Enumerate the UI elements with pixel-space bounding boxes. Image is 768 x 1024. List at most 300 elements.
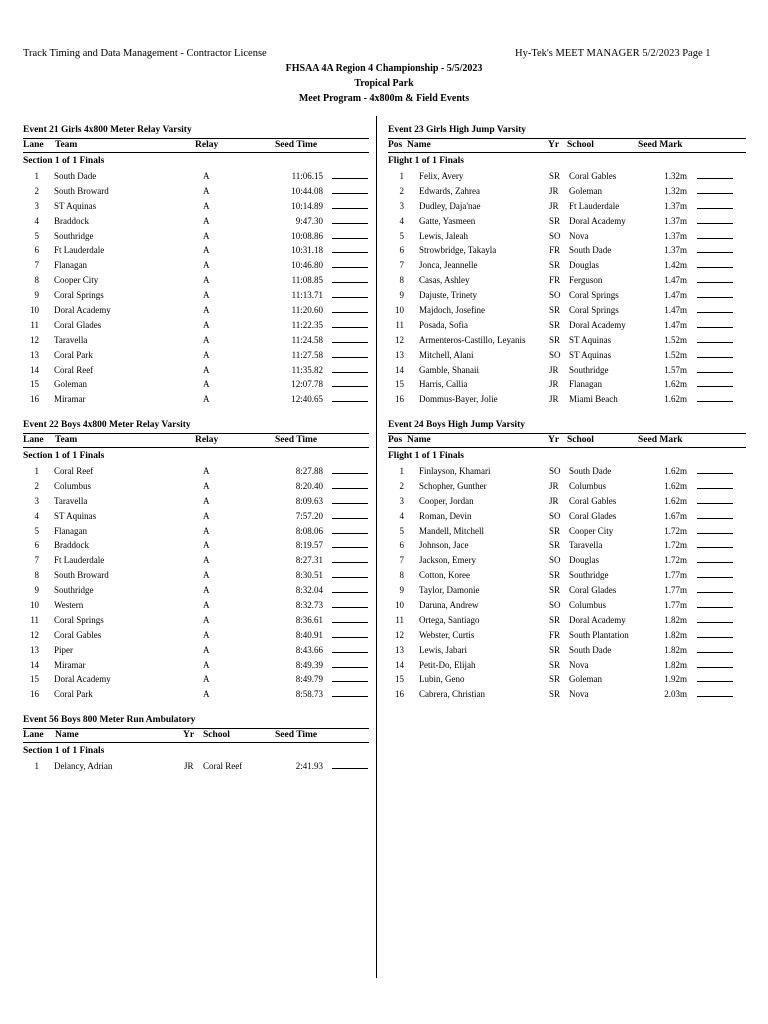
- entry-cell: 13: [395, 349, 404, 360]
- entry-cell: A: [203, 644, 210, 655]
- entry-cell: A: [203, 495, 210, 506]
- entry-cell: 1.37m: [664, 200, 687, 211]
- result-blank-line: [697, 524, 733, 534]
- entry-cell: 14: [30, 364, 39, 375]
- entry-cell: Dommus-Bayer, Jolie: [419, 394, 498, 405]
- entry-cell: 15: [395, 674, 404, 685]
- entry-cell: Nova: [569, 659, 589, 670]
- entry-row: [23, 658, 369, 673]
- entry-row: [388, 258, 746, 273]
- entry-cell: South Plantation: [569, 629, 629, 640]
- entry-cell: South Dade: [569, 466, 612, 476]
- entry-cell: 13: [395, 644, 404, 655]
- license-header: Track Timing and Data Management - Contractor License: [23, 48, 267, 59]
- entry-cell: Ft Lauderdale: [54, 555, 105, 566]
- entry-row: [23, 479, 369, 494]
- result-blank-line: [332, 333, 368, 343]
- result-blank-line: [697, 538, 733, 548]
- entry-cell: 12:40.65: [291, 394, 323, 405]
- result-blank-line: [697, 229, 733, 239]
- entry-row: [388, 288, 746, 303]
- entry-cell: Dajuste, Trinety: [419, 290, 478, 301]
- entry-cell: 1.77m: [664, 570, 687, 581]
- entry-cell: JR: [549, 480, 559, 491]
- entry-cell: ST Aquinas: [569, 349, 612, 360]
- entry-cell: 1.62m: [664, 379, 687, 390]
- entry-cell: SR: [549, 260, 561, 271]
- entry-cell: A: [203, 290, 210, 301]
- entry-cell: A: [203, 260, 210, 271]
- entry-cell: 1: [399, 466, 404, 476]
- column-header: Pos: [388, 140, 403, 150]
- result-blank-line: [697, 464, 733, 474]
- entry-row: [23, 494, 369, 509]
- entry-row: [388, 583, 746, 598]
- entry-cell: 1.62m: [664, 466, 687, 476]
- entry-cell: Douglas: [569, 555, 599, 566]
- entry-cell: 8:49.79: [295, 674, 323, 685]
- entry-cell: 1: [34, 171, 39, 181]
- entry-row: [388, 553, 746, 568]
- entry-cell: Edwards, Zahrea: [419, 185, 480, 196]
- entry-cell: Braddock: [54, 215, 89, 226]
- entry-cell: Majdoch, Josefine: [419, 305, 485, 316]
- column-header: Relay: [195, 140, 219, 150]
- entry-cell: 8: [399, 570, 404, 581]
- entry-cell: SR: [549, 644, 561, 655]
- entry-cell: Coral Springs: [569, 290, 619, 301]
- result-blank-line: [332, 687, 368, 697]
- entry-cell: 13: [30, 644, 39, 655]
- result-blank-line: [697, 568, 733, 578]
- result-blank-line: [697, 273, 733, 283]
- entry-cell: 3: [399, 200, 404, 211]
- result-blank-line: [697, 628, 733, 638]
- entry-cell: A: [203, 364, 210, 375]
- entry-cell: Lewis, Jabari: [419, 644, 467, 655]
- entry-cell: 6: [34, 245, 39, 256]
- entry-row: [388, 303, 746, 318]
- entry-row: [388, 464, 746, 479]
- entry-row: [388, 643, 746, 658]
- column-header: School: [567, 140, 594, 150]
- result-blank-line: [697, 479, 733, 489]
- entry-cell: A: [203, 379, 210, 390]
- entry-cell: Petit-Do, Elijah: [419, 659, 476, 670]
- result-blank-line: [697, 672, 733, 682]
- result-blank-line: [697, 288, 733, 298]
- venue: Tropical Park: [354, 78, 414, 89]
- entry-cell: A: [203, 466, 210, 476]
- entry-cell: A: [203, 674, 210, 685]
- result-blank-line: [332, 169, 368, 179]
- entry-cell: JR: [549, 394, 559, 405]
- entry-cell: South Dade: [569, 644, 612, 655]
- entry-cell: JR: [549, 200, 559, 211]
- entry-cell: A: [203, 230, 210, 241]
- entry-cell: 7: [34, 260, 39, 271]
- column-header: Team: [55, 140, 78, 150]
- entry-cell: 8:32.73: [295, 600, 323, 611]
- entry-cell: 8:36.61: [295, 614, 323, 625]
- entry-cell: Coral Glades: [569, 510, 617, 521]
- entry-row: [388, 348, 746, 363]
- software-header: Hy-Tek's MEET MANAGER 5/2/2023 Page 1: [515, 48, 711, 59]
- entry-cell: 6: [34, 540, 39, 551]
- entry-cell: Felix, Avery: [419, 171, 464, 181]
- entry-cell: A: [203, 245, 210, 256]
- entry-cell: A: [203, 600, 210, 611]
- entry-cell: 12: [30, 334, 39, 345]
- entry-cell: South Broward: [54, 185, 109, 196]
- entry-cell: 1.32m: [664, 171, 687, 181]
- entry-row: [23, 643, 369, 658]
- entry-cell: 16: [30, 689, 39, 700]
- entry-row: [23, 288, 369, 303]
- result-blank-line: [332, 288, 368, 298]
- entry-cell: Daruna, Andrew: [419, 600, 479, 611]
- entry-cell: 4: [34, 215, 39, 226]
- entry-cell: SR: [549, 659, 561, 670]
- entry-cell: 8:49.39: [295, 659, 323, 670]
- entry-cell: Douglas: [569, 260, 599, 271]
- result-blank-line: [332, 759, 368, 769]
- column-header: Team: [55, 435, 78, 445]
- entry-cell: 2: [34, 480, 39, 491]
- entry-row: [388, 184, 746, 199]
- column-header: Pos: [388, 435, 403, 445]
- section-heading: Flight 1 of 1 Finals: [388, 451, 465, 461]
- column-header: Seed Time: [275, 730, 318, 740]
- entry-cell: A: [203, 689, 210, 700]
- entry-row: [388, 628, 746, 643]
- entry-cell: Flanagan: [54, 260, 87, 271]
- entry-cell: 9: [399, 290, 404, 301]
- entry-cell: Ferguson: [569, 275, 603, 286]
- entry-cell: 11:35.82: [291, 364, 323, 375]
- entry-cell: Lubin, Geno: [419, 674, 465, 685]
- entry-cell: Jonca, Jeannelle: [419, 260, 478, 271]
- entry-cell: 16: [395, 394, 404, 405]
- result-blank-line: [697, 258, 733, 268]
- entry-cell: South Broward: [54, 570, 109, 581]
- entry-cell: A: [203, 349, 210, 360]
- entry-cell: Harris, Callia: [419, 379, 468, 390]
- entry-cell: Miramar: [54, 394, 86, 405]
- result-blank-line: [332, 628, 368, 638]
- entry-cell: 1.47m: [664, 275, 687, 286]
- entry-cell: Taravella: [54, 495, 88, 506]
- entry-cell: Flanagan: [569, 379, 602, 390]
- entry-cell: SR: [549, 305, 561, 316]
- meet-title: FHSAA 4A Region 4 Championship - 5/5/2023: [285, 63, 483, 74]
- result-blank-line: [697, 658, 733, 668]
- entry-cell: 8: [399, 275, 404, 286]
- result-blank-line: [332, 464, 368, 474]
- entry-cell: 6: [399, 540, 404, 551]
- entry-cell: Southridge: [54, 585, 94, 596]
- entry-cell: SR: [549, 171, 561, 181]
- entry-cell: 1.37m: [664, 215, 687, 226]
- entry-cell: 5: [34, 230, 39, 241]
- entry-cell: 3: [34, 495, 39, 506]
- entry-cell: 10:46.80: [291, 260, 323, 271]
- column-header: Name: [407, 140, 431, 150]
- result-blank-line: [332, 494, 368, 504]
- entry-cell: 3: [34, 200, 39, 211]
- entry-row: [388, 273, 746, 288]
- entry-cell: 11: [395, 614, 404, 625]
- entry-cell: A: [203, 305, 210, 316]
- entry-cell: Southridge: [54, 230, 94, 241]
- result-blank-line: [697, 583, 733, 593]
- column-header: Seed Mark: [638, 140, 683, 150]
- result-blank-line: [697, 392, 733, 402]
- entry-row: [23, 672, 369, 687]
- column-header: Relay: [195, 435, 219, 445]
- entry-row: [388, 568, 746, 583]
- entry-cell: 7: [34, 555, 39, 566]
- entry-cell: 11: [30, 319, 39, 330]
- entry-cell: 7: [399, 260, 404, 271]
- result-blank-line: [332, 258, 368, 268]
- event-24: [388, 417, 746, 702]
- entry-cell: 11: [30, 614, 39, 625]
- entry-cell: 1.57m: [664, 364, 687, 375]
- entry-cell: Nova: [569, 230, 589, 241]
- entry-cell: Lewis, Jaleah: [419, 230, 468, 241]
- entry-cell: 1.67m: [664, 510, 687, 521]
- result-blank-line: [697, 243, 733, 253]
- entry-cell: 1.32m: [664, 185, 687, 196]
- column-header-row: [388, 433, 746, 448]
- entry-cell: 5: [34, 525, 39, 536]
- entry-cell: 4: [34, 510, 39, 521]
- entry-row: [23, 613, 369, 628]
- result-blank-line: [332, 613, 368, 623]
- entry-cell: A: [203, 614, 210, 625]
- entry-cell: Columbus: [569, 480, 607, 491]
- result-blank-line: [697, 169, 733, 179]
- entry-cell: Miami Beach: [569, 394, 618, 405]
- result-blank-line: [332, 643, 368, 653]
- event-21: [23, 122, 369, 407]
- entry-cell: A: [203, 275, 210, 286]
- entry-cell: Ortega, Santiago: [419, 614, 480, 625]
- entry-cell: 8:27.31: [295, 555, 323, 566]
- event-title: Event 22 Boys 4x800 Meter Relay Varsity: [23, 420, 191, 430]
- result-blank-line: [697, 303, 733, 313]
- entry-cell: Nova: [569, 689, 589, 700]
- entry-cell: Roman, Devin: [419, 510, 472, 521]
- entry-cell: A: [203, 570, 210, 581]
- event-title: Event 56 Boys 800 Meter Run Ambulatory: [23, 715, 196, 725]
- entry-cell: 10: [30, 305, 39, 316]
- entry-cell: Coral Reef: [54, 466, 94, 476]
- entry-cell: 8:20.40: [295, 480, 323, 491]
- entry-cell: Dudley, Daja'nae: [419, 200, 481, 211]
- entry-cell: 1: [399, 171, 404, 181]
- entry-cell: Southridge: [569, 570, 609, 581]
- entry-cell: Casas, Ashley: [419, 275, 470, 286]
- entry-cell: SR: [549, 215, 561, 226]
- entry-cell: Coral Gables: [569, 171, 617, 181]
- program-subtitle: Meet Program - 4x800m & Field Events: [298, 93, 470, 104]
- entry-row: [388, 613, 746, 628]
- result-blank-line: [332, 229, 368, 239]
- entry-row: [388, 199, 746, 214]
- entry-cell: 6: [399, 245, 404, 256]
- entry-cell: Southridge: [569, 364, 609, 375]
- entry-cell: 11:08.85: [291, 275, 323, 286]
- entry-cell: 7:57.20: [295, 510, 323, 521]
- column-header: Lane: [23, 730, 44, 740]
- entry-cell: 1.47m: [664, 319, 687, 330]
- entry-cell: 1.47m: [664, 290, 687, 301]
- result-blank-line: [332, 553, 368, 563]
- entry-cell: 13: [30, 349, 39, 360]
- entry-cell: Cotton, Koree: [419, 570, 470, 581]
- entry-cell: FR: [549, 629, 561, 640]
- entry-cell: 1.82m: [664, 644, 687, 655]
- result-blank-line: [332, 538, 368, 548]
- entry-cell: Western: [54, 600, 84, 611]
- entry-cell: Ft Lauderdale: [569, 200, 620, 211]
- entry-cell: 11:27.58: [291, 349, 323, 360]
- entry-cell: 1.72m: [664, 525, 687, 536]
- entry-cell: 8: [34, 275, 39, 286]
- entry-cell: 2.03m: [664, 689, 687, 700]
- entry-cell: Coral Reef: [54, 364, 94, 375]
- result-blank-line: [332, 479, 368, 489]
- result-blank-line: [697, 199, 733, 209]
- entry-cell: 1.62m: [664, 495, 687, 506]
- entry-cell: 2:41.93: [295, 761, 323, 771]
- result-blank-line: [332, 318, 368, 328]
- entry-row: [388, 479, 746, 494]
- result-blank-line: [332, 568, 368, 578]
- entry-cell: Goleman: [54, 379, 87, 390]
- entry-cell: South Dade: [54, 171, 97, 181]
- result-blank-line: [697, 553, 733, 563]
- entry-cell: Coral Gables: [54, 629, 102, 640]
- column-header: School: [567, 435, 594, 445]
- column-header-row: [23, 728, 369, 743]
- entry-row: [388, 377, 746, 392]
- entry-cell: A: [203, 185, 210, 196]
- column-header: Name: [55, 730, 79, 740]
- entry-cell: Cooper City: [569, 525, 614, 536]
- entry-cell: ST Aquinas: [569, 334, 612, 345]
- result-blank-line: [332, 672, 368, 682]
- entry-cell: Delancy, Adrian: [54, 761, 113, 771]
- entry-cell: 1.92m: [664, 674, 687, 685]
- entry-row: [23, 318, 369, 333]
- entry-cell: 12: [395, 629, 404, 640]
- entry-cell: 12: [30, 629, 39, 640]
- entry-cell: SR: [549, 319, 561, 330]
- entry-cell: South Dade: [569, 245, 612, 256]
- entry-cell: 12: [395, 334, 404, 345]
- entry-cell: 5: [399, 230, 404, 241]
- entry-cell: A: [203, 319, 210, 330]
- result-blank-line: [697, 598, 733, 608]
- entry-cell: Coral Glades: [54, 319, 102, 330]
- column-header-row: [388, 138, 746, 153]
- column-header: Name: [407, 435, 431, 445]
- entry-row: [23, 333, 369, 348]
- entry-row: [23, 199, 369, 214]
- entry-cell: 8:43.66: [295, 644, 323, 655]
- entry-row: [388, 672, 746, 687]
- entry-cell: A: [203, 555, 210, 566]
- entry-row: [23, 553, 369, 568]
- result-blank-line: [697, 348, 733, 358]
- column-header: Yr: [548, 435, 560, 445]
- entry-cell: ST Aquinas: [54, 200, 97, 211]
- entry-cell: 8: [34, 570, 39, 581]
- result-blank-line: [332, 583, 368, 593]
- entry-cell: 1.47m: [664, 305, 687, 316]
- entry-cell: SO: [549, 466, 561, 476]
- entry-cell: Doral Academy: [54, 674, 111, 685]
- result-blank-line: [332, 199, 368, 209]
- entry-cell: Columbus: [569, 600, 607, 611]
- entry-cell: Gatte, Yasmeen: [419, 215, 476, 226]
- entry-row: [23, 568, 369, 583]
- entry-cell: Miramar: [54, 659, 86, 670]
- entry-row: [23, 348, 369, 363]
- entry-cell: 2: [399, 185, 404, 196]
- entry-cell: 14: [30, 659, 39, 670]
- entry-cell: Coral Springs: [54, 614, 104, 625]
- entry-cell: A: [203, 200, 210, 211]
- entry-cell: 16: [30, 394, 39, 405]
- entry-cell: 8:40.91: [295, 629, 323, 640]
- entry-cell: Coral Reef: [203, 761, 243, 771]
- entry-cell: Goleman: [569, 185, 602, 196]
- result-blank-line: [697, 214, 733, 224]
- entry-cell: 1.62m: [664, 394, 687, 405]
- entry-cell: 8:27.88: [295, 466, 323, 476]
- entry-cell: Goleman: [569, 674, 602, 685]
- section-heading: Section 1 of 1 Finals: [23, 746, 105, 756]
- event-22: [23, 417, 369, 702]
- entry-cell: 1.52m: [664, 334, 687, 345]
- column-header: Lane: [23, 140, 44, 150]
- entry-cell: 8:30.51: [295, 570, 323, 581]
- entry-cell: SR: [549, 570, 561, 581]
- entry-cell: Schopher, Gunther: [419, 480, 487, 491]
- entry-cell: SR: [549, 614, 561, 625]
- entry-row: [388, 392, 746, 407]
- result-blank-line: [332, 273, 368, 283]
- event-23: [388, 122, 746, 407]
- entry-cell: 11:24.58: [291, 334, 323, 345]
- entry-cell: Coral Glades: [569, 585, 617, 596]
- entry-cell: A: [203, 540, 210, 551]
- entry-cell: Johnson, Jace: [419, 540, 469, 551]
- result-blank-line: [332, 598, 368, 608]
- entry-row: [23, 273, 369, 288]
- column-header: Seed Time: [275, 140, 318, 150]
- entry-cell: Coral Springs: [54, 290, 104, 301]
- entry-cell: 3: [399, 495, 404, 506]
- entry-row: [388, 229, 746, 244]
- entry-row: [23, 509, 369, 524]
- result-blank-line: [332, 509, 368, 519]
- event-title: Event 21 Girls 4x800 Meter Relay Varsity: [23, 125, 192, 135]
